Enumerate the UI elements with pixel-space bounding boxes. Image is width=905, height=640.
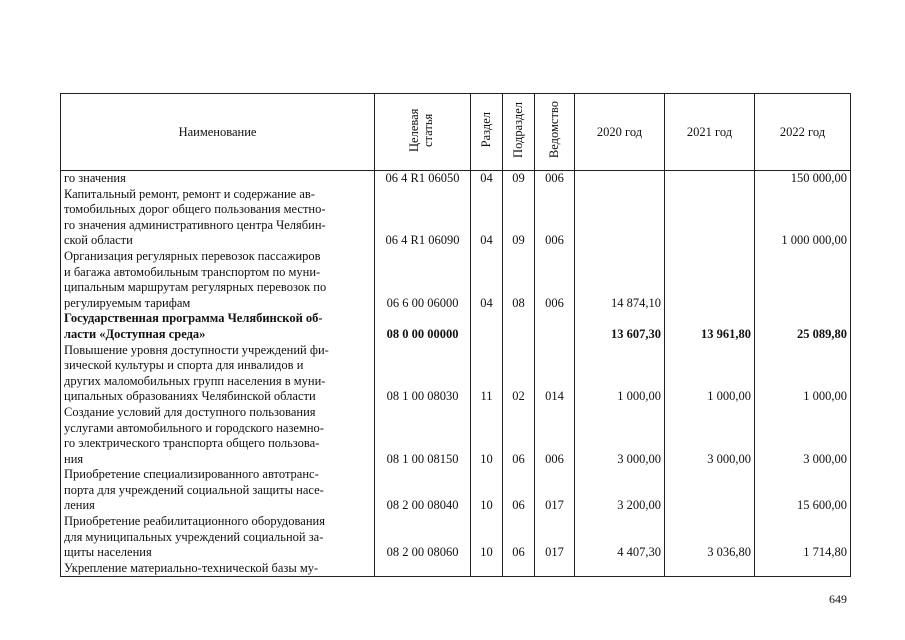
header-2022: 2022 год bbox=[755, 94, 851, 171]
row-section: 04 bbox=[471, 249, 503, 311]
row-code: 06 6 00 06000 bbox=[375, 249, 471, 311]
row-code: 08 2 00 08040 bbox=[375, 467, 471, 514]
row-2021: 3 036,80 bbox=[665, 514, 755, 561]
row-subsection: 09 09 bbox=[503, 171, 535, 249]
row-section: 10 bbox=[471, 405, 503, 467]
header-subsection: Подраздел bbox=[503, 94, 535, 171]
row-2020: 13 607,30 bbox=[575, 311, 665, 342]
budget-table bbox=[60, 93, 851, 577]
row-2022: 1 714,80 bbox=[755, 514, 851, 561]
header-department: Ведомство bbox=[535, 94, 575, 171]
row-name: Государственная программа Челябинской об- ласти «Доступная среда» bbox=[61, 311, 375, 342]
row-section: 04 04 bbox=[471, 171, 503, 249]
row-department: 006 bbox=[535, 249, 575, 311]
row-2021 bbox=[665, 561, 755, 577]
table-row bbox=[61, 514, 851, 561]
row-2021 bbox=[665, 171, 755, 249]
row-name: Создание условий для доступного пользования услугами автомобильного и городского наземно- го электрического транспорта общего пользова- ния bbox=[61, 405, 375, 467]
row-section bbox=[471, 561, 503, 577]
table-row bbox=[61, 311, 851, 342]
row-2022: 3 000,00 bbox=[755, 405, 851, 467]
row-2022: 25 089,80 bbox=[755, 311, 851, 342]
row-code bbox=[375, 561, 471, 577]
header-row bbox=[61, 94, 851, 171]
row-2020: 14 874,10 bbox=[575, 249, 665, 311]
row-department: 014 bbox=[535, 343, 575, 405]
row-name: Приобретение реабилитационного оборудования для муниципальных учреждений социальной за- щиты населения bbox=[61, 514, 375, 561]
row-department bbox=[535, 561, 575, 577]
row-2022: 15 600,00 bbox=[755, 467, 851, 514]
row-department: 006 006 bbox=[535, 171, 575, 249]
row-section: 10 bbox=[471, 467, 503, 514]
row-section bbox=[471, 311, 503, 342]
row-name: Укрепление материально-технической базы му- bbox=[61, 561, 375, 577]
row-name: Повышение уровня доступности учреждений фи- зической культуры и спорта для инвалидов и других маломобильных групп населения в муни- ципальных образованиях Челябинской области bbox=[61, 343, 375, 405]
table-row bbox=[61, 467, 851, 514]
row-section: 11 bbox=[471, 343, 503, 405]
table-row bbox=[61, 561, 851, 577]
row-department bbox=[535, 311, 575, 342]
table-row bbox=[61, 249, 851, 311]
row-2020 bbox=[575, 171, 665, 249]
row-code: 08 1 00 08030 bbox=[375, 343, 471, 405]
row-section: 10 bbox=[471, 514, 503, 561]
row-subsection: 08 bbox=[503, 249, 535, 311]
row-department: 006 bbox=[535, 405, 575, 467]
header-section: Раздел bbox=[471, 94, 503, 171]
row-subsection: 06 bbox=[503, 514, 535, 561]
row-name: Организация регулярных перевозок пассажиров и багажа автомобильным транспортом по муни- ципальным маршрутам регулярных перевозок по регулируемым тарифам bbox=[61, 249, 375, 311]
header-2020: 2020 год bbox=[575, 94, 665, 171]
table-row bbox=[61, 343, 851, 405]
row-code: 08 1 00 08150 bbox=[375, 405, 471, 467]
row-2021 bbox=[665, 249, 755, 311]
header-target-article: Целевая статья bbox=[375, 94, 471, 171]
row-subsection bbox=[503, 311, 535, 342]
row-name: го значения Капитальный ремонт, ремонт и содержание ав- томобильных дорог общего пользования местно- го значения административного центра Челябин- ской области bbox=[61, 171, 375, 249]
row-code: 08 0 00 00000 bbox=[375, 311, 471, 342]
row-name: Приобретение специализированного автотранс- порта для учреждений социальной защиты насе- ления bbox=[61, 467, 375, 514]
table-row bbox=[61, 405, 851, 467]
row-2022: 150 000,00 1 000 000,00 bbox=[755, 171, 851, 249]
row-code: 06 4 R1 06050 06 4 R1 06090 bbox=[375, 171, 471, 249]
row-subsection: 02 bbox=[503, 343, 535, 405]
row-2021: 3 000,00 bbox=[665, 405, 755, 467]
row-subsection: 06 bbox=[503, 467, 535, 514]
row-2022 bbox=[755, 561, 851, 577]
row-2020: 3 200,00 bbox=[575, 467, 665, 514]
row-2020: 4 407,30 bbox=[575, 514, 665, 561]
table-row bbox=[61, 171, 851, 249]
page-number: 649 bbox=[829, 592, 847, 606]
row-2021: 1 000,00 bbox=[665, 343, 755, 405]
row-subsection: 06 bbox=[503, 405, 535, 467]
row-2021: 13 961,80 bbox=[665, 311, 755, 342]
row-2021 bbox=[665, 467, 755, 514]
row-code: 08 2 00 08060 bbox=[375, 514, 471, 561]
row-2022 bbox=[755, 249, 851, 311]
row-2020: 3 000,00 bbox=[575, 405, 665, 467]
header-name: Наименование bbox=[61, 94, 375, 171]
row-2020 bbox=[575, 561, 665, 577]
header-2021: 2021 год bbox=[665, 94, 755, 171]
row-subsection bbox=[503, 561, 535, 577]
row-2022: 1 000,00 bbox=[755, 343, 851, 405]
row-department: 017 bbox=[535, 467, 575, 514]
row-2020: 1 000,00 bbox=[575, 343, 665, 405]
row-department: 017 bbox=[535, 514, 575, 561]
